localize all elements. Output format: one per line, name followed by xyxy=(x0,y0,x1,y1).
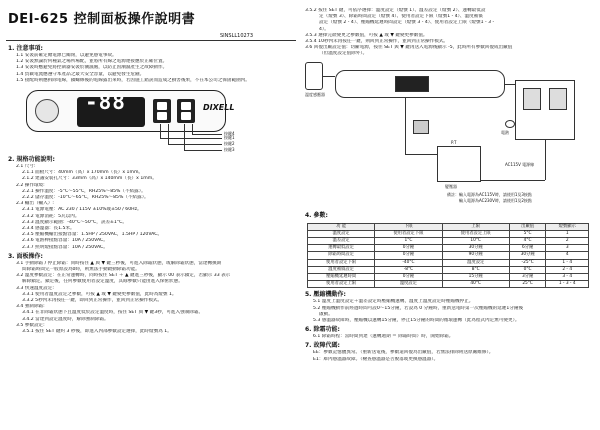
power-label: AC115V 電源線 xyxy=(505,161,535,167)
button-pair-left xyxy=(153,99,171,123)
table-row xyxy=(308,266,589,273)
s1-item: 1.1 安裝前確定總電源已關閉，以避免感電事故。 xyxy=(16,53,117,58)
table-cell: 30分鐘 xyxy=(442,245,509,252)
heater-label: 電熱 xyxy=(501,129,509,135)
s5-item: 5.3 感溫器故障時，壓縮機以運轉15分鐘，停止15分鐘的時間的循環運轉（此為程式內定無可變更）。 xyxy=(313,318,520,324)
s3-item: 間除霜時間完一般原設為0時，則無法手動啟動除霜功能。 xyxy=(22,267,140,273)
table-cell: 4 xyxy=(546,252,589,259)
table-row xyxy=(308,245,589,252)
table-cell: 15分鐘 xyxy=(442,274,509,281)
left-column xyxy=(8,43,293,335)
table-cell: 1 - 3 - 4 xyxy=(546,281,589,288)
table-row xyxy=(308,252,589,259)
s2-item: 2.3.7 照明燈接點容量：10A / 250VAC。 xyxy=(22,244,108,250)
s3-item: 3.3 快速溫度設定: xyxy=(16,285,54,291)
s2-item: 2.3.1 電源電壓：AC 230 / 115V ±10%或±50 / 60Hz。 xyxy=(22,207,142,213)
s3-item: 3.1 手動除霜 / 停止除霜：同時按住 ▲ 與 ▼ 鍵三秒後，可進入除霜狀態，或解除霜狀態，當達轉換期 xyxy=(16,260,222,266)
s5-item: 5.1 溫度上溫度設定＋溫差設定時壓縮機運轉，溫度上溫度設定時壓縮機停止。 xyxy=(313,299,474,305)
table-cell: -25°C xyxy=(509,259,546,266)
page-title: DEI-625 控制面板操作說明書 xyxy=(8,12,196,27)
s3-item: 3.5 參數設定: xyxy=(16,322,45,328)
table-cell: 3分鐘 xyxy=(509,274,546,281)
s6-item: 6.1 除霜時程：當時間到達（運轉週期 ＝ 除霜時間）時，開始除霜。 xyxy=(313,334,454,340)
s3-item: 3.3.2 5秒內未再按任一鍵，即回到正常操作，並回到正常操作模式。 xyxy=(22,298,163,304)
s2-item: 2.2 操作環境: xyxy=(16,182,45,188)
table-cell: 3 xyxy=(546,245,589,252)
s2-item: 2.3.4 感溫器：長1.5米。 xyxy=(22,226,75,232)
transformer-label: 變壓器 xyxy=(445,183,457,189)
table-cell: 0分鐘 xyxy=(375,274,442,281)
table-cell: 運轉最低設定 xyxy=(308,245,375,252)
table-cell: 溫度設定 xyxy=(308,230,375,237)
table-cell: 30分鐘 xyxy=(509,252,546,259)
brand-logo: DIXELL xyxy=(203,103,235,113)
relay-icon xyxy=(523,88,541,110)
table-header: 上限 xyxy=(442,223,509,230)
s3r-item: 3.6 回復出廠設定值：切斷電源，按住 SET 與 ▼ 鍵再送入電源後顯示 -5，此時所有參數回復成出廠值 xyxy=(305,45,513,51)
callout-label: 按鍵1 xyxy=(224,135,235,141)
wiring-note: 備註：輸入電源為AC115V時，請使用1及3接點 xyxy=(447,191,532,197)
table-cell: 0分鐘 xyxy=(375,252,442,259)
s3-item: 3.3.1 使用者溫度設定之參數，可按 ▲ 或 ▼ 鍵變更參數值，此時為燈號 1。 xyxy=(22,291,177,297)
s1-item: 1.3 安裝時應避免將控制器安裝於潮濕處，以防止因潮濕產生之故障動作。 xyxy=(16,65,168,71)
table-header: 出廠值 xyxy=(509,223,546,230)
lcd-reading: -88 xyxy=(85,90,126,115)
s3-item: 3.5.1 按住 SET 鍵約 3 秒後，即進入內部參數設定選擇，此時燈號為 1。 xyxy=(22,329,172,335)
table-cell: 2 xyxy=(546,238,589,245)
s2-item: 2.2.1 操作溫度：-5°C～55°C，RH25%～85%（不結露）。 xyxy=(22,188,146,194)
controller-diagram xyxy=(16,86,293,154)
s2-item: 2.1.2 建議安裝孔尺寸：33mm（高）x 140mm（長）x 1mm。 xyxy=(22,176,157,182)
table-cell: 3 - 4 xyxy=(546,274,589,281)
table-cell: 8°C xyxy=(442,266,509,273)
table-cell: 4°C xyxy=(509,238,546,245)
s2-item: 2.1.1 面板尺寸：40mm（高）x 170mm（長）x 1mm。 xyxy=(22,170,144,176)
table-row xyxy=(308,259,589,266)
s2-item: 2.3 輸出（輸入）: xyxy=(16,201,54,207)
table-row xyxy=(308,238,589,245)
transformer-icon xyxy=(437,146,481,182)
table-cell: 90分鐘 xyxy=(442,252,509,259)
s3r-item: 3.5.2 按住 SET 鍵，可依序選擇：溫度設定（燈號 1）、溫差設定（燈號 2）、運轉最低設 xyxy=(305,8,486,13)
s2-item: 2.3.6 電熱棒接點容量：10A / 250VAC。 xyxy=(22,238,108,244)
s2-item: 2.3.2 電源消耗：5瓦以內。 xyxy=(22,213,80,219)
table-cell: 10°C xyxy=(442,238,509,245)
s1-item: 1.2 安裝無論於何種氣之場所場配，並將所有線之電源連接應於正確位置。 xyxy=(16,59,168,65)
table-cell: -40°C xyxy=(375,259,442,266)
s3-item: 3.4 強制除霜: xyxy=(16,304,45,310)
s7-item: E1：庫內感溫器故障。（檢查感溫器是否脫落或更換感溫器）。 xyxy=(313,356,439,362)
table-cell: 2 - 4 xyxy=(546,266,589,273)
probe-icon xyxy=(305,62,323,90)
s3-item: 3.4.2 當達到設定溫度時，解除強制除霜。 xyxy=(22,316,109,322)
table-cell: 使用者設定下限 xyxy=(375,230,442,237)
table-cell: 除霜時間設定 xyxy=(308,252,375,259)
s2-item: 2.3.3 溫度顯示範圍：-40°C～50°C，誤差±1°C。 xyxy=(22,219,127,225)
section-3-title: 3. 面板操作: xyxy=(8,252,43,260)
table-cell: 40°C xyxy=(442,281,509,288)
s3r-item: 3.5.3 選擇完欲變更之參數值，可按 ▲ 或 ▼ 鍵變更參數值。 xyxy=(305,32,428,38)
section-1-title: 1. 注意事項: xyxy=(8,45,43,52)
table-cell: 溫度補償設定 xyxy=(308,266,375,273)
s3r-item: 設定（燈號 2 - 4）、壓縮機延遲時間設定（燈號 3 - 4）、使用者設定上限（燈號1 - 3 - xyxy=(319,20,495,26)
s3-item: 解除鎖定。鎖定後，任何參數使用者設定溫度，其餘參數只能由進入保密狀態。 xyxy=(22,279,183,285)
lcd-display xyxy=(77,90,145,127)
s1-item: 1.4 負載電流應遵守本產品之最大安全容量，以避免發生危險。 xyxy=(16,71,145,77)
table-header: 功 能 xyxy=(308,223,375,230)
table-cell: 溫度設定 xyxy=(442,259,509,266)
table-cell: 使用者設定上限 xyxy=(442,230,509,237)
s3-item: 3.2 溫度參數設定：在正常運轉時，同時按住 SET ＋ ▲ 鍵進三秒後，顯示 00 表示鎖定，若顯示 33 表示 xyxy=(16,273,231,279)
right-column xyxy=(305,8,595,363)
s3r-item: 3.5.4 10秒內未再按任一鍵，則回到正常操作，並回到正常操作模式。 xyxy=(305,39,449,45)
table-cell: 溫差設定 xyxy=(308,238,375,245)
section-7-title: 7. 故障代碼: xyxy=(305,342,340,350)
s3r-item: 定（燈號 3）、除霜時間設定（燈號 4）、使用者設定下限（燈號1 - 4）、溫度補償 xyxy=(319,14,483,20)
title-divider xyxy=(6,40,296,41)
s3-item: 3.4.1 在非除霜狀態下且溫度低於設定溫度時，按住 SET 與 ▼ 鍵3秒，可進入強制除霜。 xyxy=(22,310,204,316)
pt-label: P.T xyxy=(451,139,457,145)
table-cell: 使用者設定上限 xyxy=(308,281,375,288)
relay-icon xyxy=(549,88,567,110)
table-row xyxy=(308,230,589,237)
probe-label: 溫度感應器 xyxy=(305,91,325,97)
callout-label: 按鍵3 xyxy=(224,147,235,153)
table-row xyxy=(308,281,589,288)
s3r-item: 4）。 xyxy=(319,26,329,32)
s2-item: 2.3.5 壓縮機輸出接點容量：1.5HP / 250VAC，1.5HP / 120VAC。 xyxy=(22,232,163,238)
s5-item: 啟動。 xyxy=(319,311,333,317)
table-cell: 6分鐘 xyxy=(509,245,546,252)
s2-item: 2.1 尺寸: xyxy=(16,164,36,170)
compressor-icon xyxy=(413,120,429,134)
s2-item: 2.2.2 儲存溫度：-10°C～65°C，RH25%～85%（不結露）。 xyxy=(22,195,149,201)
model-code: SINSLL10273 xyxy=(220,33,254,39)
table-header: 燈號顯示 xyxy=(546,223,589,230)
s1-item: 1.5 接配時則應拆除電線，鎖螺絲後的電線露出來時，若因施工錯誤而造成之損害後果，不在本公司之保固範圍內。 xyxy=(16,77,250,83)
table-cell: -8°C xyxy=(375,266,442,273)
section-5-title: 5. 壓縮機動作: xyxy=(305,291,346,299)
s7-item: EE：參數記憶體異常。（重新送電後，參數還回復為出廠值，若無法排除則送原廠維修）。 xyxy=(313,350,494,356)
callout-label: 按鍵4 xyxy=(224,131,235,137)
callout-label: 按鍵2 xyxy=(224,141,235,147)
table-cell: 1 - 4 xyxy=(546,259,589,266)
parameter-table xyxy=(307,223,589,289)
table-cell: 1 xyxy=(546,230,589,237)
table-row xyxy=(308,274,589,281)
table-cell: 5°C xyxy=(509,230,546,237)
table-cell: 0°C xyxy=(509,266,546,273)
table-cell: 使用者設定下限 xyxy=(308,259,375,266)
controller-panel xyxy=(26,90,235,132)
section-6-title: 6. 除霜功能: xyxy=(305,326,340,334)
table-header-row xyxy=(308,223,589,230)
table-header: 下限 xyxy=(375,223,442,230)
section-4-title: 4. 參數: xyxy=(305,211,328,219)
table-cell: 0分鐘 xyxy=(375,245,442,252)
wiring-note: 輸入電源為AC230V時，請使用1及2接點 xyxy=(459,197,532,203)
table-cell: 25°C xyxy=(509,281,546,288)
s3r-item: （但溫度設定值除外）。 xyxy=(319,51,368,57)
table-cell: 壓縮機延遲時間 xyxy=(308,274,375,281)
table-cell: 1°C xyxy=(375,238,442,245)
wiring-lcd xyxy=(395,76,429,92)
button-pair-right xyxy=(177,99,195,123)
wiring-diagram xyxy=(305,60,595,210)
s5-item: 5.2 壓縮機動作前經過時間可設0～15分鐘，若設為 0 分鐘時，重新送電時第一次壓縮機的延遲1分鐘後 xyxy=(313,305,524,311)
section-2-title: 2. 規格功能說明: xyxy=(8,156,55,164)
table-cell: 溫度設定 xyxy=(375,281,442,288)
knob-icon xyxy=(35,99,59,123)
fan-icon xyxy=(505,120,515,128)
